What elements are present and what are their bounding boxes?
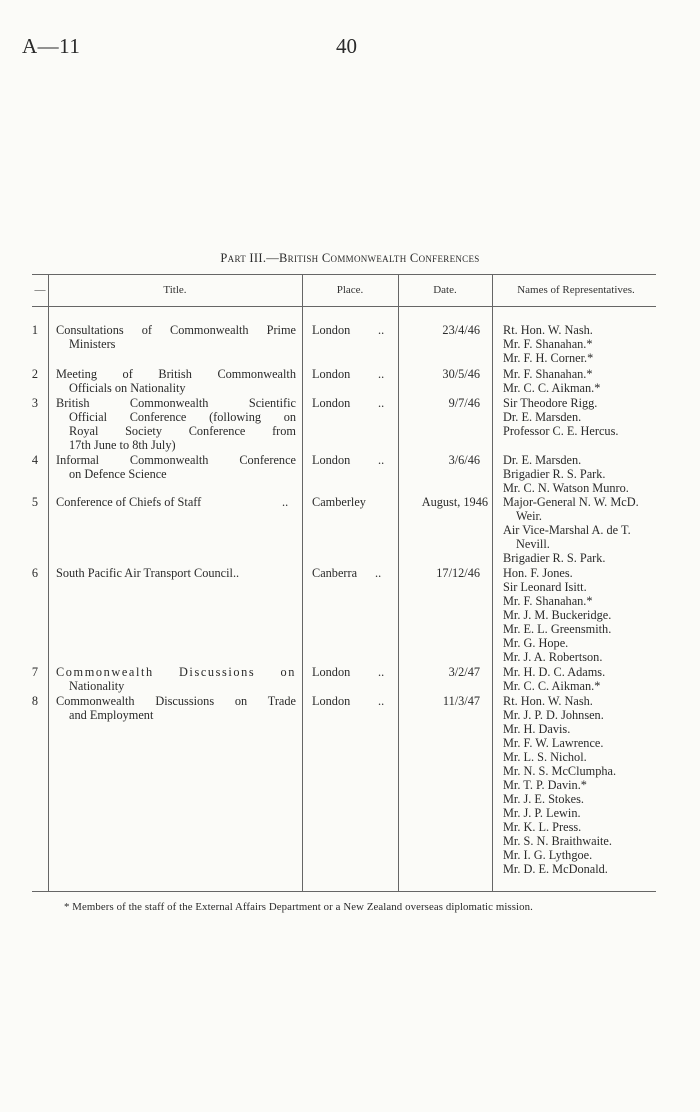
row-7-rep-2: Mr. C. C. Aikman.* (503, 679, 601, 693)
row-1-date: 23/4/46 (442, 323, 480, 337)
row-4-place-leader: .. (378, 453, 385, 467)
row-6-date: 17/12/46 (436, 566, 480, 580)
row-8-rep-10: Mr. K. L. Press. (503, 820, 582, 834)
col-header-names: Names of Representatives. (517, 284, 635, 296)
row-7-rep-1: Mr. H. D. C. Adams. (503, 665, 606, 679)
row-2-rep-2: Mr. C. C. Aikman.* (503, 381, 601, 395)
row-2-title-line-2: Officials on Nationality (69, 381, 186, 395)
row-5-title-line-1: Conference of Chiefs of Staff (56, 495, 202, 509)
row-8-rep-3: Mr. H. Davis. (503, 722, 571, 736)
row-8-rep-5: Mr. L. S. Nichol. (503, 750, 587, 764)
row-8-number: 8 (31, 694, 38, 708)
row-3-rep-1: Sir Theodore Rigg. (503, 396, 598, 410)
section-title-prefix: Part III.— (220, 251, 280, 265)
row-8-rep-7: Mr. T. P. Davin.* (503, 778, 587, 792)
row-8-title-line-1: Commonwealth Discussions on Trade (56, 694, 296, 708)
row-1-number: 1 (31, 323, 38, 337)
row-4-title-line-1: Informal Commonwealth Conference (56, 453, 296, 467)
row-6-title-line-1: South Pacific Air Transport Council.. (56, 566, 240, 580)
row-8-rep-1: Rt. Hon. W. Nash. (503, 694, 593, 708)
row-4-rep-2: Brigadier R. S. Park. (503, 467, 606, 481)
col-header-date: Date. (433, 284, 457, 296)
row-6-rep-3: Mr. F. Shanahan.* (503, 594, 593, 608)
row-3-place-leader: .. (378, 396, 385, 410)
row-3-rep-3: Professor C. E. Hercus. (503, 424, 619, 438)
row-2-number: 2 (31, 367, 38, 381)
column-rule-2 (302, 274, 303, 891)
row-7-title-line-2: Nationality (69, 679, 125, 693)
row-7-title-line-1: Commonwealth Discussions on (56, 665, 296, 679)
row-6-rep-5: Mr. E. L. Greensmith. (503, 622, 612, 636)
row-8-rep-8: Mr. J. E. Stokes. (503, 792, 584, 806)
row-3-title-line-3: Royal Society Conference from (69, 424, 296, 438)
row-2-date: 30/5/46 (442, 367, 480, 381)
row-4-title-line-2: on Defence Science (69, 467, 167, 481)
row-8-rep-12: Mr. I. G. Lythgoe. (503, 848, 593, 862)
column-rule-1 (48, 274, 49, 891)
row-5-title-leader: .. (282, 495, 289, 509)
row-8-rep-13: Mr. D. E. McDonald. (503, 862, 608, 876)
row-6-rep-1: Hon. F. Jones. (503, 566, 573, 580)
row-6-number: 6 (31, 566, 38, 580)
footnote: * Members of the staff of the External Affairs Department or a New Zealand overseas diplomatic mission. (64, 901, 533, 913)
row-8-date: 11/3/47 (442, 694, 480, 708)
row-2-title-line-1: Meeting of British Commonwealth (56, 367, 296, 381)
row-8-rep-2: Mr. J. P. D. Johnsen. (503, 708, 604, 722)
col-header-place: Place. (336, 284, 364, 296)
row-1-rep-1: Rt. Hon. W. Nash. (503, 323, 593, 337)
section-title (0, 251, 700, 266)
row-5-place: Camberley (312, 495, 366, 509)
col-header-num: — (34, 284, 46, 296)
row-8-place: London (312, 694, 351, 708)
row-6-rep-2: Sir Leonard Isitt. (503, 580, 587, 594)
row-7-place-leader: .. (378, 665, 385, 679)
row-1-place: London (312, 323, 351, 337)
row-2-rep-1: Mr. F. Shanahan.* (503, 367, 593, 381)
row-5-rep-1: Major-General N. W. McD. (503, 495, 639, 509)
row-3-title-line-1: British Commonwealth Scientific (56, 396, 296, 410)
row-3-date: 9/7/46 (448, 396, 480, 410)
row-3-title-line-4: 17th June to 8th July) (69, 438, 176, 452)
row-5-rep-5: Brigadier R. S. Park. (503, 551, 606, 565)
row-3-place: London (312, 396, 351, 410)
page-number: 40 (336, 34, 357, 58)
row-1-place-leader: .. (378, 323, 385, 337)
row-1-rep-2: Mr. F. Shanahan.* (503, 337, 593, 351)
row-5-rep-4: Nevill. (516, 537, 550, 551)
row-4-rep-3: Mr. C. N. Watson Munro. (503, 481, 629, 495)
row-6-place-leader: .. (375, 566, 382, 580)
row-5-number: 5 (31, 495, 38, 509)
row-5-rep-3: Air Vice-Marshal A. de T. (503, 523, 631, 537)
row-6-place: Canberra (312, 566, 358, 580)
row-6-rep-4: Mr. J. M. Buckeridge. (503, 608, 612, 622)
row-1-title-line-1: Consultations of Commonwealth Prime (56, 323, 296, 337)
row-3-number: 3 (31, 396, 38, 410)
table-top-rule (32, 274, 656, 275)
row-6-rep-7: Mr. J. A. Robertson. (503, 650, 603, 664)
row-2-place: London (312, 367, 351, 381)
row-8-title-line-2: and Employment (69, 708, 154, 722)
row-4-number: 4 (31, 453, 38, 467)
header-bottom-rule (32, 306, 656, 307)
row-7-number: 7 (31, 665, 38, 679)
col-header-title: Title. (163, 284, 187, 296)
column-rule-4 (492, 274, 493, 891)
row-1-title-line-2: Ministers (69, 337, 116, 351)
row-7-place: London (312, 665, 351, 679)
row-8-place-leader: .. (378, 694, 385, 708)
row-4-place: London (312, 453, 351, 467)
row-8-rep-6: Mr. N. S. McClumpha. (503, 764, 617, 778)
row-3-rep-2: Dr. E. Marsden. (503, 410, 582, 424)
row-4-date: 3/6/46 (448, 453, 480, 467)
row-2-place-leader: .. (378, 367, 385, 381)
row-8-rep-11: Mr. S. N. Braithwaite. (503, 834, 612, 848)
section-title-main: British Commonwealth Conferences (279, 251, 480, 265)
document-reference: A—11 (22, 34, 81, 58)
row-3-title-line-2: Official Conference (following on (69, 410, 296, 424)
row-4-rep-1: Dr. E. Marsden. (503, 453, 582, 467)
row-6-rep-6: Mr. G. Hope. (503, 636, 569, 650)
row-8-rep-4: Mr. F. W. Lawrence. (503, 736, 604, 750)
row-5-date: August, 1946 (421, 495, 488, 509)
table-bottom-rule (32, 891, 656, 892)
row-8-rep-9: Mr. J. P. Lewin. (503, 806, 581, 820)
row-7-date: 3/2/47 (448, 665, 480, 679)
row-1-rep-3: Mr. F. H. Corner.* (503, 351, 594, 365)
row-5-rep-2: Weir. (516, 509, 542, 523)
